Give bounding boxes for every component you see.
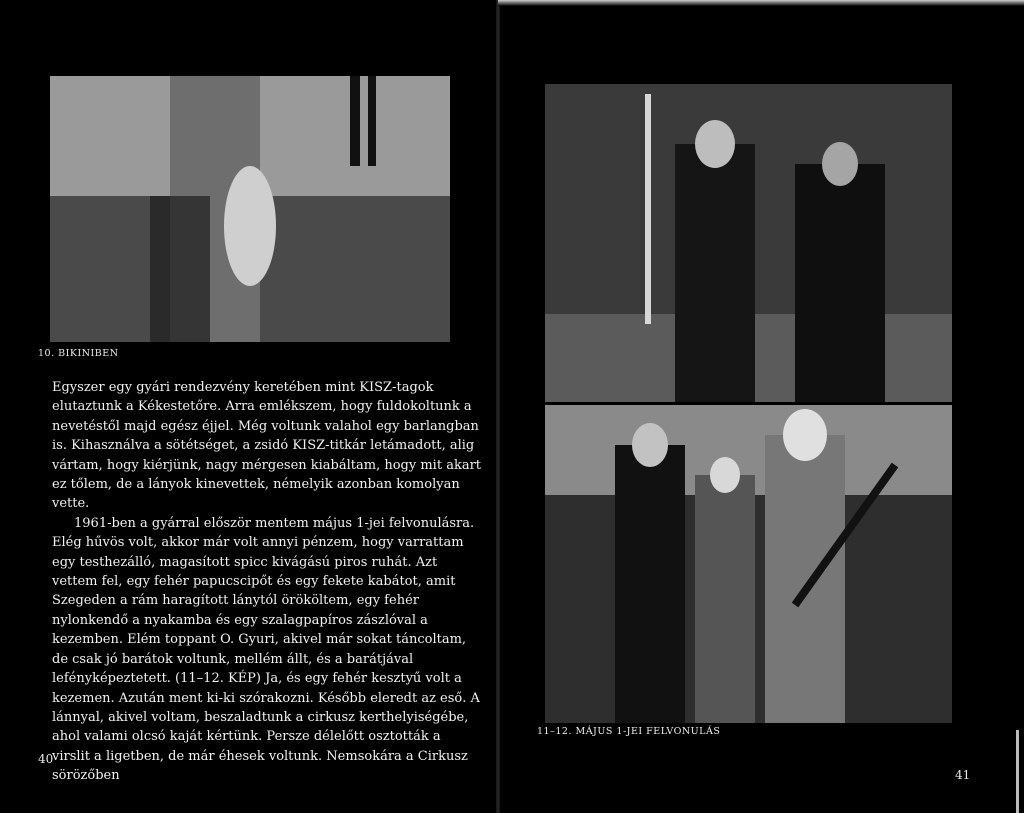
paragraph: 1961-ben a gyárral először mentem május 1-jei felvonulásra. Elég hűvös volt, akkor már volt annyi pénzem, hogy varrattam egy testhezálló, magasított spicc kivágású piros ruhát. Azt vettem fel, egy fehér papucscipőt és egy fekete kabátot, amit Szegeden a rám haragított lánytól örököltem, egy fehér nylonkendő a nyakamba és egy szalagpapíros zászlóval a kezemben. Elém toppant O. Gyuri, akivel már sokat táncoltam, de csak jó barátok voltunk, mellém állt, és a barátjával lefényképeztetett. (11–12. KÉP) Ja, és egy fehér kesztyű volt a kezemen. Azután ment ki-ki szórakozni. Később eleredt az eső. A lánnyal, akivel voltam, beszaladtunk a cirkusz kerthelyiségébe, ahol valami olcsó kaját kértünk. Persze délelőtt osztották a virslit a ligetben, de már éhesek voltunk. Nemsokára a Cirkusz sörözőben — [52, 515, 480, 784]
photo-parade-top — [545, 84, 952, 402]
photo-caption: 11–12. MÁJUS 1-JEI FELVONULÁS — [537, 726, 721, 737]
photo-parade-bottom — [545, 405, 952, 723]
photo-bikini — [50, 76, 450, 342]
paragraph: Egyszer egy gyári rendezvény keretében mint KISZ-tagok elutaztunk a Kékestetőre. Arra emlékszem, hogy fuldokoltunk a nevetéstől majd egész éjjel. Még voltunk valahol egy barlangban is. Kihasználva a sötétséget, a zsidó KISZ-titkár letámadott, alig vártam, hogy kiérjünk, nagy mérgesen kiabáltam, hogy mit akart ez tőlem, de a lányok kinevettek, némelyik azonban komolyan vette. — [52, 380, 482, 512]
page-number: 40 — [38, 752, 54, 766]
page-edge — [1016, 730, 1019, 813]
left-page — [0, 0, 500, 813]
body-text — [52, 378, 482, 786]
page-number: 41 — [955, 768, 971, 782]
photo-caption: 10. BIKINIBEN — [38, 348, 119, 359]
